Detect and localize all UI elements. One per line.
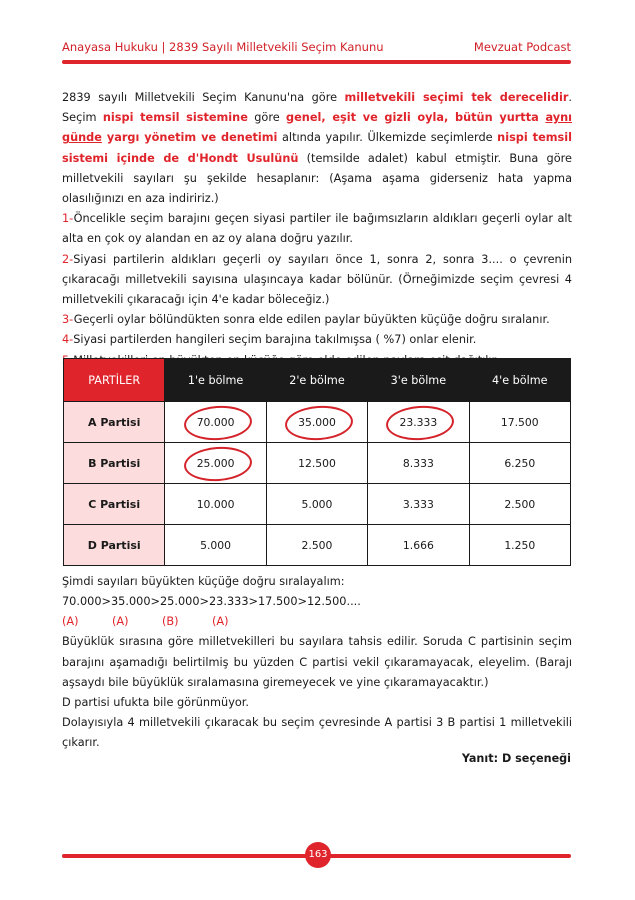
rank-mark: (B)	[162, 615, 179, 629]
cell-value: 70.000	[196, 415, 235, 429]
step-text: Siyasi partilerin aldıkları geçerli oy sayıları önce 1, sonra 2, sonra 3.... o çevrenin çıkaracağı milletvekili sayısına ulaşıncaya kadar bölünür. (Örneğimizde seçim çevresi 4 milletvekili çıkaracağı için 4'e kadar böleceğiz.)	[62, 252, 572, 307]
table-cell: 3.333	[368, 484, 469, 525]
party-cell: C Partisi	[64, 484, 165, 525]
dhondt-table	[63, 358, 571, 566]
table-cell: 10.000	[165, 484, 266, 525]
step-text: Öncelikle seçim barajını geçen siyasi partiler ile bağımsızların aldıkları geçerli oylar alt alta en çok oy alandan en az oy alana doğru yazılır.	[62, 212, 572, 246]
step-number: 4-	[62, 333, 74, 347]
table-cell: 2.500	[469, 484, 570, 525]
table-cell: 8.333	[368, 443, 469, 484]
table-header-div2: 2'e bölme	[266, 359, 367, 402]
party-cell: B Partisi	[64, 443, 165, 484]
party-cell: A Partisi	[64, 402, 165, 443]
table-cell	[165, 443, 266, 484]
ranking-sequence: 70.000>35.000>25.000>23.333>17.500>12.500....	[62, 595, 361, 609]
cell-value: 35.000	[298, 415, 336, 429]
table-cell	[165, 402, 266, 443]
rank-mark: (A)	[62, 615, 79, 629]
intro-paragraph	[62, 88, 572, 209]
table-cell	[368, 402, 469, 443]
step-4	[62, 330, 572, 350]
intro-text-1: 2839 sayılı Milletvekili Seçim Kanunu'na göre	[62, 91, 345, 104]
header-title: Anayasa Hukuku | 2839 Sayılı Milletvekili Seçim Kanunu	[62, 40, 384, 54]
table-cell	[266, 402, 367, 443]
step-number: 3-	[62, 313, 74, 327]
allocation-paragraph: Büyüklük sırasına göre milletvekilleri bu sayılara tahsis edilir. Soruda C partisinin seçim barajını aşamadığı belirtilmiş bu yüzden C partisi vekil çıkaramayacak, eleyelim. (Barajı aşsaydı bile büyüklük sıralamasına giremeyecek ve yine çıkaramayacaktır.)	[62, 635, 572, 689]
intro-highlight-1: milletvekili seçimi tek derecelidir	[344, 91, 569, 104]
table-header-parties: PARTİLER	[64, 359, 165, 402]
conclusion: Dolayısıyla 4 milletvekili çıkaracak bu seçim çevresinde A partisi 3 B partisi 1 milletvekili çıkarır.	[62, 716, 572, 750]
table-cell: 5.000	[165, 525, 266, 566]
step-3	[62, 310, 572, 330]
table-cell: 1.250	[469, 525, 570, 566]
table-cell: 6.250	[469, 443, 570, 484]
cell-value: 23.333	[399, 415, 438, 429]
intro-highlight-4: aynı günde	[62, 111, 572, 145]
intro-highlight-6: nispi temsil sistemi içinde de d'Hondt Usulünü	[62, 131, 572, 165]
intro-text-2: . Seçim	[62, 91, 572, 125]
ranking-intro: Şimdi sayıları büyükten küçüğe doğru sıralayalım:	[62, 575, 345, 588]
table-header-div4: 4'e bölme	[469, 359, 570, 402]
seat-circle-mark	[284, 404, 354, 443]
table-row	[64, 525, 571, 566]
d-party-note: D partisi ufukta bile görünmüyor.	[62, 696, 249, 710]
step-text: Geçerli oylar bölündükten sonra elde edilen paylar büyükten küçüğe doğru sıralanır.	[73, 313, 550, 327]
table-header-row	[64, 359, 571, 402]
step-1	[62, 209, 572, 249]
intro-text-3: göre	[247, 111, 287, 125]
intro-text-4: altında yapılır. Ülkemizde seçimlerde	[277, 131, 498, 145]
step-number: 2-	[62, 252, 74, 266]
cell-value: 25.000	[196, 456, 235, 470]
seat-circle-mark	[182, 404, 252, 443]
party-cell: D Partisi	[64, 525, 165, 566]
intro-highlight-2: nispi temsil sistemine	[102, 111, 248, 125]
table-row	[64, 443, 571, 484]
rank-mark: (A)	[112, 615, 129, 629]
header-brand: Mevzuat Podcast	[473, 40, 571, 54]
answer-text: Yanıt: D seçeneği	[461, 752, 571, 765]
table-header-div1: 1'e bölme	[165, 359, 266, 402]
table-cell: 1.666	[368, 525, 469, 566]
table-header-div3: 3'e bölme	[368, 359, 469, 402]
intro-highlight-5: yargı yönetim ve denetimi	[101, 131, 278, 145]
seat-circle-mark	[385, 404, 455, 443]
table-row	[64, 484, 571, 525]
intro-text-5: (temsilde adalet) kabul etmiştir. Buna göre milletvekili sayıları şu şekilde hesaplanır: (Aşama aşama giderseniz hata yapma olasılığınızı en aza indiririz.)	[62, 151, 572, 206]
step-text: Siyasi partilerden hangileri seçim barajına takılmışsa ( %7) onlar elenir.	[73, 333, 477, 347]
table-row	[64, 402, 571, 443]
body-text	[62, 88, 572, 371]
table-cell: 2.500	[266, 525, 367, 566]
page-number: 163	[305, 842, 331, 868]
explanation	[62, 572, 572, 754]
step-2	[62, 250, 572, 311]
table-cell: 5.000	[266, 484, 367, 525]
intro-highlight-3: genel, eşit ve gizli oyla, bütün yurtta	[286, 111, 546, 125]
header-divider	[62, 60, 571, 64]
seat-circle-mark	[182, 445, 252, 484]
table-cell: 12.500	[266, 443, 367, 484]
ranking-marks	[62, 612, 572, 632]
rank-mark: (A)	[212, 615, 229, 629]
step-number: 1-	[62, 212, 74, 226]
table-cell: 17.500	[469, 402, 570, 443]
